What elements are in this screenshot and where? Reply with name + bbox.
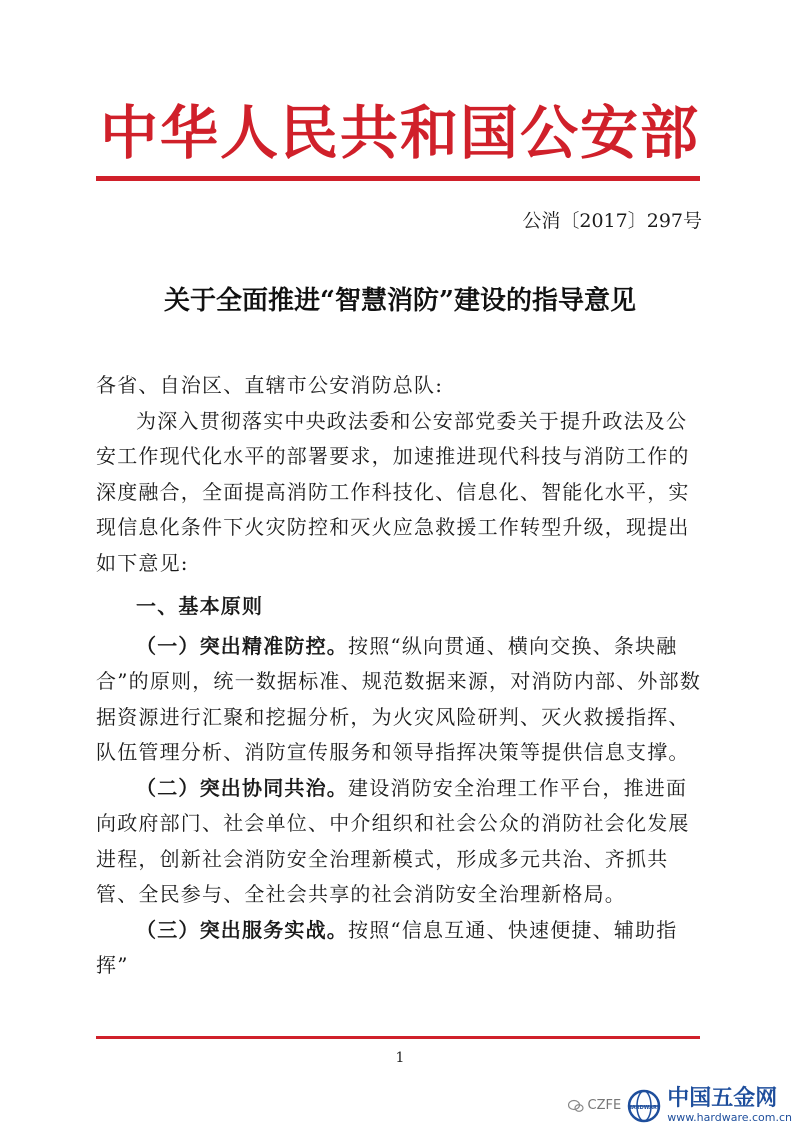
salutation: 各省、自治区、直辖市公安消防总队: <box>96 373 444 397</box>
red-divider-top <box>96 176 700 181</box>
principle-paragraph-2 <box>96 771 708 913</box>
page-number: 1 <box>395 1050 405 1066</box>
logo-lettering: HARDWARE <box>627 1104 661 1111</box>
section-heading: 一、基本原则 <box>136 594 264 618</box>
issuer-title: 中华人民共和国公安部 <box>99 99 700 167</box>
document-body <box>96 368 708 984</box>
site-name: 中国五金网 <box>667 1086 778 1111</box>
wechat-label: CZFE <box>587 1098 622 1113</box>
principle-lead-3: （三）突出服务实战。 <box>136 917 348 942</box>
site-url: www.hardware.com.cn <box>667 1111 792 1124</box>
principle-paragraph-1 <box>96 629 708 771</box>
principle-lead-2: （二）突出协同共治。 <box>136 775 348 800</box>
principle-paragraph-3 <box>96 913 708 984</box>
red-divider-bottom <box>96 1036 700 1039</box>
principle-body-2: 建设消防安全治理工作平台，推进面向政府部门、社会单位、中介组织和社会公众的消防社会化发展进程，创新社会消防安全治理新模式，形成多元共治、齐抓共管、全民参与、全社会共享的社会消防安全治理新格局。 <box>96 775 690 906</box>
globe-logo-icon <box>627 1089 661 1123</box>
site-watermark <box>568 1088 792 1123</box>
wechat-watermark <box>568 1098 622 1113</box>
intro-paragraph: 为深入贯彻落实中央政法委和公安部党委关于提升政法及公安工作现代化水平的部署要求，加速推进现代科技与消防工作的深度融合，全面提高消防工作科技化、信息化、智能化水平，实现信息化条件下火灾防控和灭火应急救援工作转型升级，现提出如下意见: <box>96 408 690 575</box>
document-number: 公消〔2017〕297号 <box>522 210 702 232</box>
wechat-icon <box>568 1099 584 1113</box>
principle-lead-1: （一）突出精准防控。 <box>136 633 348 658</box>
site-brand <box>667 1088 792 1123</box>
document-title: 关于全面推进“智慧消防”建设的指导意见 <box>164 286 636 316</box>
principle-body-3: 按照“信息互通、快速便捷、辅助指挥” <box>96 917 678 977</box>
principle-body-1: 按照“纵向贯通、横向交换、条块融合”的原则，统一数据标准、规范数据来源，对消防内部、外部数据资源进行汇聚和挖掘分析，为火灾风险研判、灭火救援指挥、队伍管理分析、消防宣传服务和领导指挥决策等提供信息支撑。 <box>96 633 702 764</box>
